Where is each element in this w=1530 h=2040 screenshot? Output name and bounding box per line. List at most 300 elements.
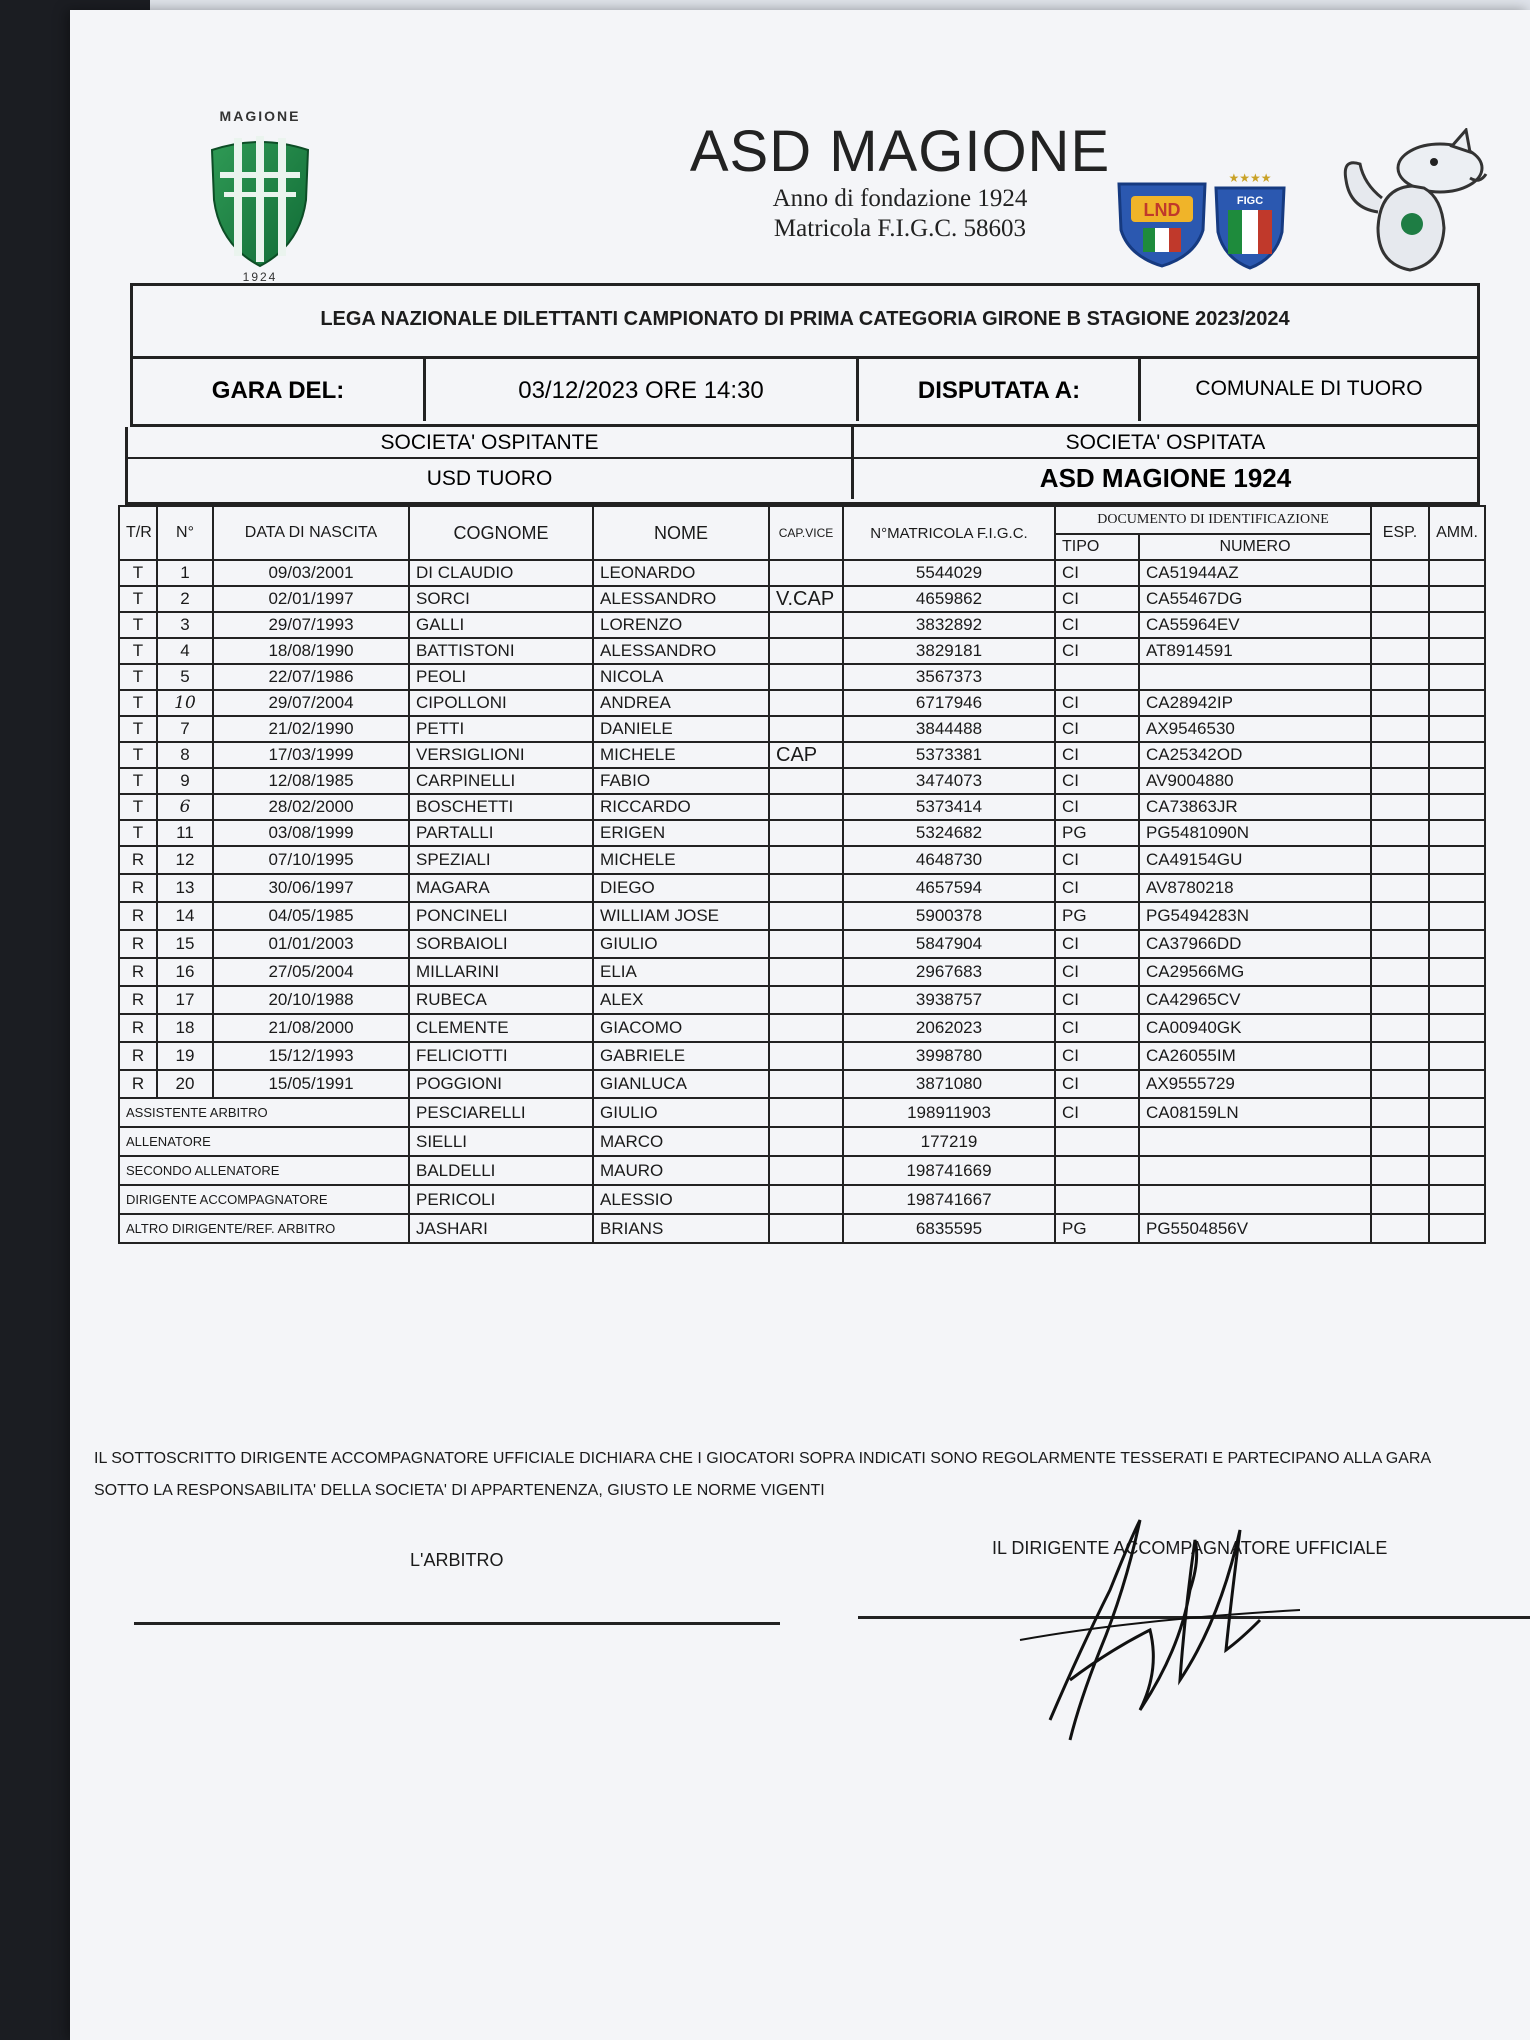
player-mat: 3871080 bbox=[843, 1070, 1055, 1098]
player-cap bbox=[769, 716, 843, 742]
player-amm bbox=[1429, 638, 1485, 664]
player-name: FABIO bbox=[593, 768, 769, 794]
col-dob: DATA DI NASCITA bbox=[213, 506, 409, 560]
player-cap bbox=[769, 958, 843, 986]
staff-mat: 198911903 bbox=[843, 1098, 1055, 1127]
player-doc: CA29566MG bbox=[1139, 958, 1371, 986]
player-row bbox=[119, 902, 1485, 930]
staff-esp bbox=[1371, 1127, 1429, 1156]
player-mat: 4648730 bbox=[843, 846, 1055, 874]
player-mat: 5847904 bbox=[843, 930, 1055, 958]
player-tipo: CI bbox=[1055, 930, 1139, 958]
col-cap: CAP.VICE bbox=[769, 506, 843, 560]
league-band bbox=[130, 283, 1480, 359]
player-mat: 3829181 bbox=[843, 638, 1055, 664]
player-cap bbox=[769, 902, 843, 930]
player-mat: 5373414 bbox=[843, 794, 1055, 820]
player-row bbox=[119, 930, 1485, 958]
arbitro-signature-line bbox=[134, 1622, 780, 1625]
player-doc: AV9004880 bbox=[1139, 768, 1371, 794]
player-tipo: CI bbox=[1055, 716, 1139, 742]
player-tipo: CI bbox=[1055, 560, 1139, 586]
player-mat: 5544029 bbox=[843, 560, 1055, 586]
player-surname: POGGIONI bbox=[409, 1070, 593, 1098]
player-esp bbox=[1371, 794, 1429, 820]
gara-value: 03/12/2023 ORE 14:30 bbox=[518, 377, 764, 404]
handwritten-signature bbox=[990, 1500, 1350, 1750]
col-name: NOME bbox=[593, 506, 769, 560]
staff-mat: 6835595 bbox=[843, 1214, 1055, 1243]
player-name: GABRIELE bbox=[593, 1042, 769, 1070]
player-esp bbox=[1371, 638, 1429, 664]
player-cap bbox=[769, 930, 843, 958]
player-doc: CA51944AZ bbox=[1139, 560, 1371, 586]
shield-icon bbox=[210, 130, 310, 268]
player-mat: 4659862 bbox=[843, 586, 1055, 612]
player-mat: 6717946 bbox=[843, 690, 1055, 716]
staff-tipo: PG bbox=[1055, 1214, 1139, 1243]
player-name: MICHELE bbox=[593, 742, 769, 768]
staff-doc: CA08159LN bbox=[1139, 1098, 1371, 1127]
player-amm bbox=[1429, 958, 1485, 986]
player-mat: 2062023 bbox=[843, 1014, 1055, 1042]
player-dob: 09/03/2001 bbox=[213, 560, 409, 586]
player-amm bbox=[1429, 902, 1485, 930]
staff-name: MAURO bbox=[593, 1156, 769, 1185]
player-tr: T bbox=[119, 664, 157, 690]
staff-esp bbox=[1371, 1214, 1429, 1243]
staff-cap bbox=[769, 1127, 843, 1156]
player-tipo: CI bbox=[1055, 768, 1139, 794]
player-amm bbox=[1429, 612, 1485, 638]
col-esp: ESP. bbox=[1371, 506, 1429, 560]
staff-tipo bbox=[1055, 1185, 1139, 1214]
player-row bbox=[119, 638, 1485, 664]
player-tipo: CI bbox=[1055, 638, 1139, 664]
player-cap bbox=[769, 560, 843, 586]
staff-mat: 177219 bbox=[843, 1127, 1055, 1156]
player-mat: 3998780 bbox=[843, 1042, 1055, 1070]
player-esp bbox=[1371, 958, 1429, 986]
player-row bbox=[119, 690, 1485, 716]
player-dob: 20/10/1988 bbox=[213, 986, 409, 1014]
player-esp bbox=[1371, 1042, 1429, 1070]
player-surname: FELICIOTTI bbox=[409, 1042, 593, 1070]
player-amm bbox=[1429, 846, 1485, 874]
player-num: 15 bbox=[157, 930, 213, 958]
player-tipo: CI bbox=[1055, 1042, 1139, 1070]
table-header-row bbox=[119, 506, 1485, 534]
logo-word: MAGIONE bbox=[219, 108, 301, 124]
player-tr: T bbox=[119, 768, 157, 794]
guest-label: SOCIETA' OSPITATA bbox=[1065, 431, 1266, 454]
col-surname: COGNOME bbox=[409, 506, 593, 560]
host-label: SOCIETA' OSPITANTE bbox=[380, 431, 599, 454]
player-surname: CIPOLLONI bbox=[409, 690, 593, 716]
player-dob: 30/06/1997 bbox=[213, 874, 409, 902]
roster-table bbox=[118, 505, 1486, 1244]
player-row bbox=[119, 1014, 1485, 1042]
player-name: LEONARDO bbox=[593, 560, 769, 586]
staff-surname: PERICOLI bbox=[409, 1185, 593, 1214]
declaration-line-2: SOTTO LA RESPONSABILITA' DELLA SOCIETA' DI APPARTENENZA, GIUSTO LE NORME VIGENTI bbox=[94, 1482, 825, 1499]
col-matricola: N°MATRICOLA F.I.G.C. bbox=[843, 506, 1055, 560]
player-tipo: CI bbox=[1055, 1070, 1139, 1098]
player-surname: PONCINELI bbox=[409, 902, 593, 930]
player-num: 8 bbox=[157, 742, 213, 768]
player-dob: 28/02/2000 bbox=[213, 794, 409, 820]
player-row bbox=[119, 716, 1485, 742]
player-num: 14 bbox=[157, 902, 213, 930]
arbitro-label: L'ARBITRO bbox=[410, 1550, 504, 1570]
player-cap bbox=[769, 638, 843, 664]
player-doc bbox=[1139, 664, 1371, 690]
player-amm bbox=[1429, 820, 1485, 846]
player-esp bbox=[1371, 930, 1429, 958]
player-num: 12 bbox=[157, 846, 213, 874]
player-esp bbox=[1371, 986, 1429, 1014]
player-num: 7 bbox=[157, 716, 213, 742]
player-num: 20 bbox=[157, 1070, 213, 1098]
player-doc: AT8914591 bbox=[1139, 638, 1371, 664]
player-dob: 04/05/1985 bbox=[213, 902, 409, 930]
player-surname: PARTALLI bbox=[409, 820, 593, 846]
player-doc: AX9546530 bbox=[1139, 716, 1371, 742]
player-amm bbox=[1429, 560, 1485, 586]
staff-doc: PG5504856V bbox=[1139, 1214, 1371, 1243]
player-tr: T bbox=[119, 794, 157, 820]
player-name: RICCARDO bbox=[593, 794, 769, 820]
gara-label: GARA DEL: bbox=[211, 377, 345, 404]
player-cap bbox=[769, 1014, 843, 1042]
player-tipo: CI bbox=[1055, 586, 1139, 612]
player-esp bbox=[1371, 716, 1429, 742]
player-row bbox=[119, 768, 1485, 794]
player-dob: 03/08/1999 bbox=[213, 820, 409, 846]
player-name: GIACOMO bbox=[593, 1014, 769, 1042]
player-dob: 21/08/2000 bbox=[213, 1014, 409, 1042]
player-row bbox=[119, 1070, 1485, 1098]
staff-amm bbox=[1429, 1098, 1485, 1127]
match-info-row bbox=[130, 359, 1480, 427]
staff-tipo: CI bbox=[1055, 1098, 1139, 1127]
player-num: 17 bbox=[157, 986, 213, 1014]
player-doc: PG5481090N bbox=[1139, 820, 1371, 846]
player-name: DANIELE bbox=[593, 716, 769, 742]
player-name: MICHELE bbox=[593, 846, 769, 874]
player-surname: PETTI bbox=[409, 716, 593, 742]
player-mat: 5900378 bbox=[843, 902, 1055, 930]
player-name: ALEX bbox=[593, 986, 769, 1014]
player-num: 19 bbox=[157, 1042, 213, 1070]
player-tr: T bbox=[119, 742, 157, 768]
player-amm bbox=[1429, 794, 1485, 820]
player-mat: 4657594 bbox=[843, 874, 1055, 902]
league-title: LEGA NAZIONALE DILETTANTI CAMPIONATO DI PRIMA CATEGORIA GIRONE B STAGIONE 2023/2024 bbox=[320, 308, 1290, 330]
player-num: 5 bbox=[157, 664, 213, 690]
player-tr: T bbox=[119, 820, 157, 846]
player-tipo: PG bbox=[1055, 820, 1139, 846]
player-cap bbox=[769, 986, 843, 1014]
player-doc: PG5494283N bbox=[1139, 902, 1371, 930]
player-cap bbox=[769, 664, 843, 690]
player-surname: SORBAIOLI bbox=[409, 930, 593, 958]
player-tr: R bbox=[119, 874, 157, 902]
player-dob: 29/07/1993 bbox=[213, 612, 409, 638]
staff-surname: BALDELLI bbox=[409, 1156, 593, 1185]
player-tr: T bbox=[119, 690, 157, 716]
player-name: LORENZO bbox=[593, 612, 769, 638]
player-tipo: CI bbox=[1055, 986, 1139, 1014]
player-surname: DI CLAUDIO bbox=[409, 560, 593, 586]
player-esp bbox=[1371, 690, 1429, 716]
staff-role: SECONDO ALLENATORE bbox=[119, 1156, 409, 1185]
staff-name: ALESSIO bbox=[593, 1185, 769, 1214]
player-num: 16 bbox=[157, 958, 213, 986]
player-surname: GALLI bbox=[409, 612, 593, 638]
player-row bbox=[119, 560, 1485, 586]
disputata-label: DISPUTATA A: bbox=[917, 377, 1081, 404]
staff-row bbox=[119, 1127, 1485, 1156]
player-mat: 3567373 bbox=[843, 664, 1055, 690]
player-dob: 18/08/1990 bbox=[213, 638, 409, 664]
staff-mat: 198741667 bbox=[843, 1185, 1055, 1214]
player-doc: AX9555729 bbox=[1139, 1070, 1371, 1098]
player-tr: R bbox=[119, 1042, 157, 1070]
col-document: DOCUMENTO DI IDENTIFICAZIONE bbox=[1055, 506, 1371, 534]
player-dob: 21/02/1990 bbox=[213, 716, 409, 742]
player-tr: R bbox=[119, 1014, 157, 1042]
player-surname: MILLARINI bbox=[409, 958, 593, 986]
player-name: ERIGEN bbox=[593, 820, 769, 846]
col-numero: NUMERO bbox=[1139, 534, 1371, 560]
staff-role: ASSISTENTE ARBITRO bbox=[119, 1098, 409, 1127]
col-amm: AMM. bbox=[1429, 506, 1485, 560]
col-tipo: TIPO bbox=[1055, 534, 1139, 560]
player-esp bbox=[1371, 820, 1429, 846]
col-tr: T/R bbox=[119, 506, 157, 560]
player-doc: CA26055IM bbox=[1139, 1042, 1371, 1070]
player-doc: CA73863JR bbox=[1139, 794, 1371, 820]
staff-esp bbox=[1371, 1098, 1429, 1127]
player-num: 18 bbox=[157, 1014, 213, 1042]
player-amm bbox=[1429, 986, 1485, 1014]
player-surname: SPEZIALI bbox=[409, 846, 593, 874]
mascot-icon bbox=[1320, 128, 1495, 278]
player-tr: T bbox=[119, 716, 157, 742]
player-dob: 17/03/1999 bbox=[213, 742, 409, 768]
society-rows bbox=[125, 427, 1480, 505]
staff-cap bbox=[769, 1098, 843, 1127]
figc-badge-icon bbox=[1210, 170, 1290, 270]
staff-cap bbox=[769, 1185, 843, 1214]
player-esp bbox=[1371, 612, 1429, 638]
staff-name: BRIANS bbox=[593, 1214, 769, 1243]
dirigente-label: IL DIRIGENTE ACCOMPAGNATORE UFFICIALE bbox=[992, 1538, 1388, 1558]
player-row bbox=[119, 958, 1485, 986]
player-esp bbox=[1371, 742, 1429, 768]
staff-row bbox=[119, 1214, 1485, 1243]
staff-amm bbox=[1429, 1156, 1485, 1185]
player-dob: 15/12/1993 bbox=[213, 1042, 409, 1070]
staff-row bbox=[119, 1098, 1485, 1127]
player-amm bbox=[1429, 1014, 1485, 1042]
player-tr: T bbox=[119, 638, 157, 664]
player-esp bbox=[1371, 560, 1429, 586]
guest-value: ASD MAGIONE 1924 bbox=[1039, 463, 1292, 493]
staff-row bbox=[119, 1156, 1485, 1185]
player-dob: 22/07/1986 bbox=[213, 664, 409, 690]
figc-matricola: Matricola F.I.G.C. 58603 bbox=[773, 215, 1027, 242]
player-amm bbox=[1429, 664, 1485, 690]
logo-year: 1924 bbox=[242, 270, 278, 284]
player-row bbox=[119, 986, 1485, 1014]
lnd-badge-icon bbox=[1115, 178, 1209, 268]
player-tipo: CI bbox=[1055, 742, 1139, 768]
player-num: 11 bbox=[157, 820, 213, 846]
player-tipo: CI bbox=[1055, 958, 1139, 986]
disputata-value: COMUNALE DI TUORO bbox=[1195, 377, 1423, 400]
player-surname: MAGARA bbox=[409, 874, 593, 902]
player-name: WILLIAM JOSE bbox=[593, 902, 769, 930]
player-tr: T bbox=[119, 612, 157, 638]
player-esp bbox=[1371, 1070, 1429, 1098]
player-cap bbox=[769, 820, 843, 846]
player-dob: 01/01/2003 bbox=[213, 930, 409, 958]
player-mat: 3832892 bbox=[843, 612, 1055, 638]
col-num: N° bbox=[157, 506, 213, 560]
player-row bbox=[119, 664, 1485, 690]
player-dob: 12/08/1985 bbox=[213, 768, 409, 794]
player-cap bbox=[769, 768, 843, 794]
player-amm bbox=[1429, 874, 1485, 902]
staff-amm bbox=[1429, 1185, 1485, 1214]
staff-amm bbox=[1429, 1127, 1485, 1156]
player-tr: R bbox=[119, 846, 157, 874]
staff-surname: JASHARI bbox=[409, 1214, 593, 1243]
player-doc: CA25342OD bbox=[1139, 742, 1371, 768]
player-cap bbox=[769, 690, 843, 716]
svg-text:LND: LND bbox=[1143, 200, 1181, 220]
player-name: ANDREA bbox=[593, 690, 769, 716]
club-title: ASD MAGIONE bbox=[689, 119, 1111, 184]
player-tipo: CI bbox=[1055, 874, 1139, 902]
player-dob: 02/01/1997 bbox=[213, 586, 409, 612]
player-row bbox=[119, 742, 1485, 768]
staff-cap bbox=[769, 1214, 843, 1243]
player-doc: CA42965CV bbox=[1139, 986, 1371, 1014]
player-esp bbox=[1371, 768, 1429, 794]
player-row bbox=[119, 874, 1485, 902]
staff-doc bbox=[1139, 1156, 1371, 1185]
staff-row bbox=[119, 1185, 1485, 1214]
player-tr: R bbox=[119, 1070, 157, 1098]
player-doc: CA49154GU bbox=[1139, 846, 1371, 874]
player-esp bbox=[1371, 586, 1429, 612]
player-row bbox=[119, 586, 1485, 612]
player-dob: 07/10/1995 bbox=[213, 846, 409, 874]
player-tr: R bbox=[119, 902, 157, 930]
player-mat: 3938757 bbox=[843, 986, 1055, 1014]
player-num: 13 bbox=[157, 874, 213, 902]
player-num: 4 bbox=[157, 638, 213, 664]
player-amm bbox=[1429, 930, 1485, 958]
player-name: DIEGO bbox=[593, 874, 769, 902]
player-row bbox=[119, 1042, 1485, 1070]
player-doc: CA28942IP bbox=[1139, 690, 1371, 716]
player-dob: 15/05/1991 bbox=[213, 1070, 409, 1098]
player-cap: V.CAP bbox=[769, 586, 843, 612]
player-tipo bbox=[1055, 664, 1139, 690]
player-tr: R bbox=[119, 986, 157, 1014]
player-cap bbox=[769, 1042, 843, 1070]
player-tr: T bbox=[119, 560, 157, 586]
player-cap bbox=[769, 1070, 843, 1098]
player-row bbox=[119, 846, 1485, 874]
staff-tipo bbox=[1055, 1127, 1139, 1156]
player-tr: R bbox=[119, 930, 157, 958]
player-num: 3 bbox=[157, 612, 213, 638]
player-name: NICOLA bbox=[593, 664, 769, 690]
player-num: 1 bbox=[157, 560, 213, 586]
player-row bbox=[119, 794, 1485, 820]
player-amm bbox=[1429, 768, 1485, 794]
staff-amm bbox=[1429, 1214, 1485, 1243]
player-esp bbox=[1371, 1014, 1429, 1042]
club-logo bbox=[180, 108, 340, 288]
staff-doc bbox=[1139, 1185, 1371, 1214]
player-mat: 3844488 bbox=[843, 716, 1055, 742]
svg-text:★★★★: ★★★★ bbox=[1228, 171, 1272, 185]
player-amm bbox=[1429, 742, 1485, 768]
player-dob: 29/07/2004 bbox=[213, 690, 409, 716]
player-name: ELIA bbox=[593, 958, 769, 986]
declaration-line-1: IL SOTTOSCRITTO DIRIGENTE ACCOMPAGNATORE UFFICIALE DICHIARA CHE I GIOCATORI SOPRA INDICATI SONO REGOLARMENTE TESSERATI E PARTECIPANO ALLA GARA bbox=[94, 1450, 1432, 1467]
player-surname: CLEMENTE bbox=[409, 1014, 593, 1042]
staff-surname: SIELLI bbox=[409, 1127, 593, 1156]
player-tipo: CI bbox=[1055, 846, 1139, 874]
player-esp bbox=[1371, 874, 1429, 902]
player-surname: SORCI bbox=[409, 586, 593, 612]
staff-mat: 198741669 bbox=[843, 1156, 1055, 1185]
player-surname: VERSIGLIONI bbox=[409, 742, 593, 768]
player-mat: 3474073 bbox=[843, 768, 1055, 794]
player-name: GIANLUCA bbox=[593, 1070, 769, 1098]
match-sheet bbox=[70, 10, 1530, 2040]
player-name: GIULIO bbox=[593, 930, 769, 958]
player-surname: BOSCHETTI bbox=[409, 794, 593, 820]
player-cap bbox=[769, 794, 843, 820]
player-name: ALESSANDRO bbox=[593, 638, 769, 664]
player-tipo: CI bbox=[1055, 690, 1139, 716]
svg-text:FIGC: FIGC bbox=[1236, 195, 1264, 207]
player-mat: 5324682 bbox=[843, 820, 1055, 846]
player-row bbox=[119, 612, 1485, 638]
player-tipo: CI bbox=[1055, 1014, 1139, 1042]
player-mat: 5373381 bbox=[843, 742, 1055, 768]
player-esp bbox=[1371, 846, 1429, 874]
staff-name: GIULIO bbox=[593, 1098, 769, 1127]
player-doc: CA00940GK bbox=[1139, 1014, 1371, 1042]
staff-esp bbox=[1371, 1185, 1429, 1214]
staff-name: MARCO bbox=[593, 1127, 769, 1156]
player-num: 6 bbox=[157, 794, 213, 820]
host-value: USD TUORO bbox=[426, 467, 553, 490]
player-cap bbox=[769, 874, 843, 902]
staff-role: DIRIGENTE ACCOMPAGNATORE bbox=[119, 1185, 409, 1214]
player-amm bbox=[1429, 1070, 1485, 1098]
player-tr: R bbox=[119, 958, 157, 986]
